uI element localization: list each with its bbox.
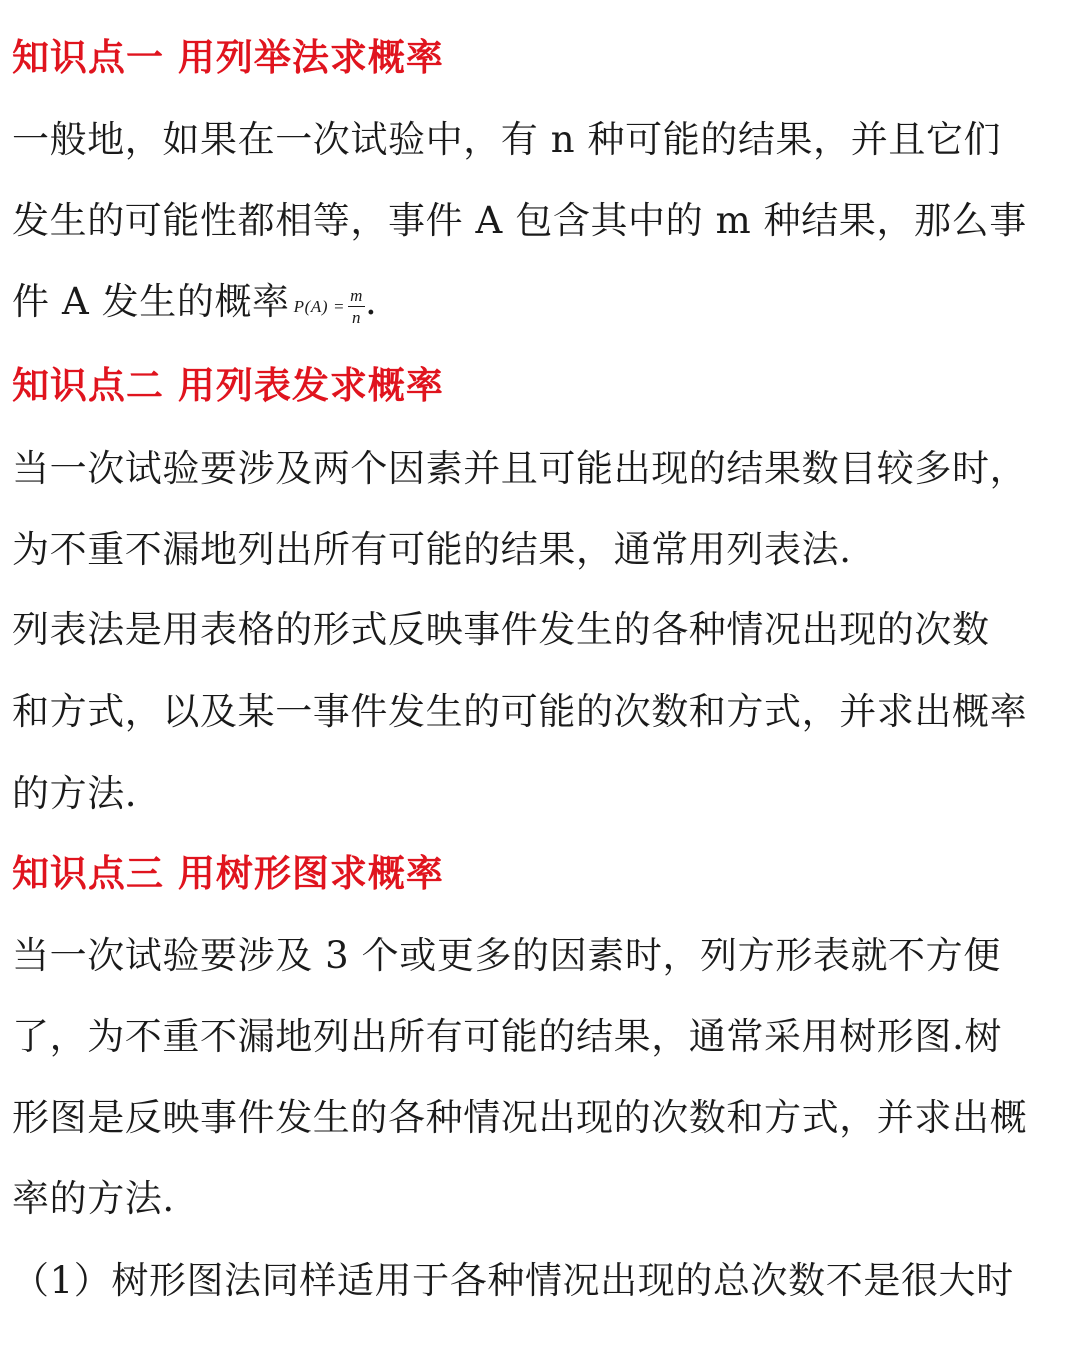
- section-2-line-5: 的方法.: [12, 772, 138, 815]
- section-1-line-2: 发生的可能性都相等，事件 A 包含其中的 m 种结果，那么事: [12, 199, 1027, 242]
- probability-formula: [294, 287, 365, 326]
- section-2-line-2: 为不重不漏地列出所有可能的结果，通常用列表法.: [12, 528, 852, 571]
- section-3-heading: 知识点三 用树形图求概率: [12, 852, 444, 895]
- section-2-line-4: 和方式，以及某一事件发生的可能的次数和方式，并求出概率: [12, 690, 1028, 733]
- section-3-line-4: 率的方法.: [12, 1177, 175, 1220]
- formula-trailing: .: [364, 280, 378, 323]
- formula-lhs: P(A) =: [293, 297, 346, 316]
- section-1-line-3: 件 A 发生的概率: [12, 280, 290, 323]
- section-3-line-3: 形图是反映事件发生的各种情况出现的次数和方式，并求出概: [12, 1096, 1028, 1139]
- formula-numerator: m: [350, 286, 363, 305]
- section-1-line-1: 一般地，如果在一次试验中，有 n 种可能的结果，并且它们: [12, 118, 1002, 161]
- section-2-heading: 知识点二 用列表发求概率: [12, 364, 444, 407]
- section-1-heading: 知识点一 用列举法求概率: [12, 36, 444, 79]
- section-3-line-5: （1）树形图法同样适用于各种情况出现的总次数不是很大时: [12, 1259, 1014, 1302]
- section-1-line-3-wrap: [12, 278, 377, 326]
- formula-denominator: n: [351, 308, 362, 327]
- section-3-line-1: 当一次试验要涉及 3 个或更多的因素时，列方形表就不方便: [12, 934, 1001, 977]
- formula-fraction: [348, 287, 365, 326]
- section-3-line-2: 了，为不重不漏地列出所有可能的结果，通常采用树形图.树: [12, 1015, 1002, 1058]
- section-2-line-3: 列表法是用表格的形式反映事件发生的各种情况出现的次数: [12, 608, 990, 651]
- section-2-line-1: 当一次试验要涉及两个因素并且可能出现的结果数目较多时，: [12, 447, 1028, 490]
